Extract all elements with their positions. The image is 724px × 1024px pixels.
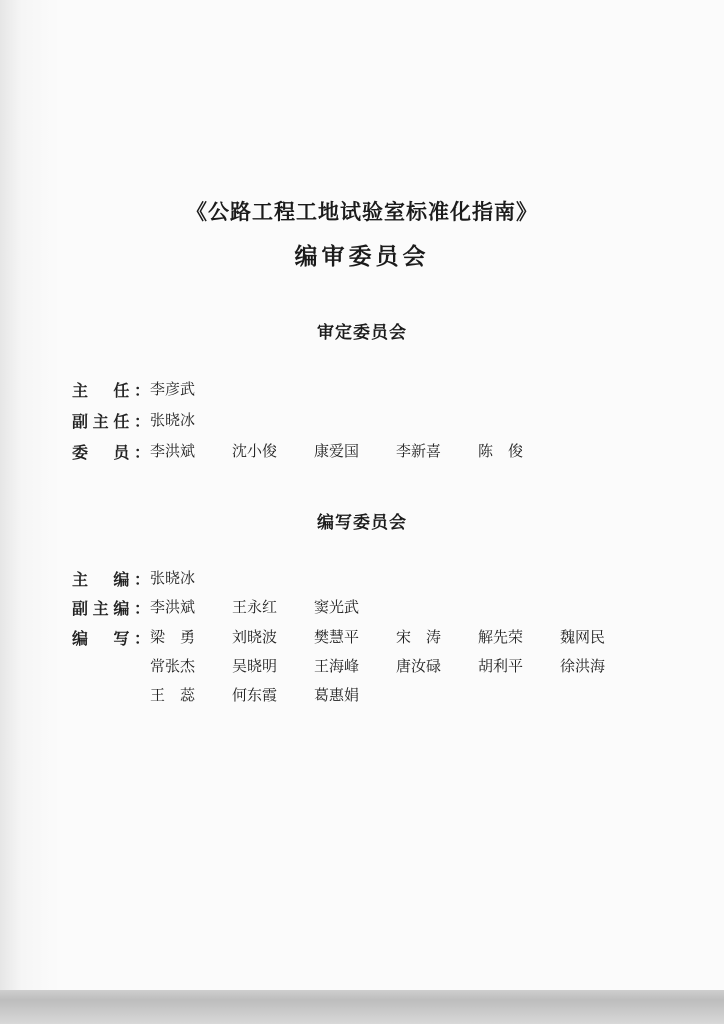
member-name: 魏网民	[560, 628, 606, 646]
member-name: 解先荣	[478, 628, 524, 646]
member-name: 王永红	[232, 598, 278, 616]
role-label: 委 员：	[72, 443, 150, 462]
member-name: 樊慧平	[314, 628, 360, 646]
member-names	[150, 440, 552, 461]
member-names	[150, 655, 634, 676]
member-name: 徐洪海	[560, 657, 606, 675]
member-name: 何东霞	[232, 686, 278, 704]
member-names	[150, 626, 634, 647]
member-name: 梁 勇	[150, 628, 196, 646]
member-name: 康爱国	[314, 442, 360, 460]
role-label: 副主任：	[72, 412, 150, 431]
member-names	[150, 596, 396, 617]
member-names	[150, 409, 199, 430]
member-name: 李彦武	[150, 380, 196, 398]
member-names	[150, 567, 199, 588]
scan-bottom-edge	[0, 990, 724, 1024]
editorial-committee-heading: 编写委员会	[317, 513, 407, 533]
member-name: 刘晓波	[232, 628, 278, 646]
member-name: 沈小俊	[232, 442, 278, 460]
member-name: 胡利平	[478, 657, 524, 675]
member-name: 王海峰	[314, 657, 360, 675]
member-name: 张晓冰	[150, 411, 196, 429]
member-name: 吴晓明	[232, 657, 278, 675]
member-name: 陈 俊	[478, 442, 524, 460]
member-name: 李洪斌	[150, 598, 196, 616]
member-name: 窦光武	[314, 598, 360, 616]
role-label: 编 写：	[72, 629, 150, 648]
document-subtitle: 编审委员会	[294, 243, 430, 270]
document-title: 《公路工程工地试验室标准化指南》	[186, 199, 538, 224]
member-name: 常张杰	[150, 657, 196, 675]
role-label: 副主编：	[72, 599, 150, 618]
member-name: 葛惠娟	[314, 686, 360, 704]
member-name: 李洪斌	[150, 442, 196, 460]
member-name: 王 蕊	[150, 686, 196, 704]
member-name: 张晓冰	[150, 569, 196, 587]
role-label: 主 编：	[72, 570, 150, 589]
member-name: 唐汝碌	[396, 657, 442, 675]
member-name: 宋 涛	[396, 628, 442, 646]
member-names	[150, 684, 396, 705]
role-label: 主 任：	[72, 381, 150, 400]
review-committee-heading: 审定委员会	[317, 323, 407, 343]
member-names	[150, 378, 199, 399]
member-name: 李新喜	[396, 442, 442, 460]
